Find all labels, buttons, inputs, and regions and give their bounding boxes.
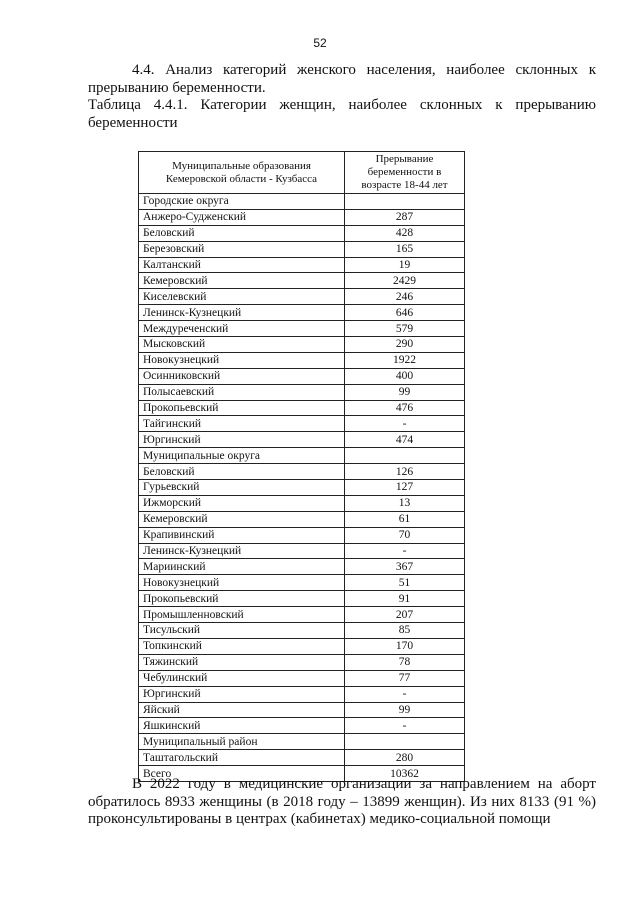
municipality-name: Ижморский (139, 495, 345, 511)
municipality-name: Городские округа (139, 194, 345, 210)
data-table (138, 151, 465, 782)
municipality-name: Промышленновский (139, 607, 345, 623)
municipality-name: Мариинский (139, 559, 345, 575)
table-row (139, 591, 465, 607)
abortion-count: - (345, 416, 465, 432)
municipality-name: Мысковский (139, 337, 345, 353)
abortion-count: 579 (345, 321, 465, 337)
municipality-name: Тисульский (139, 623, 345, 639)
abortion-count: 2429 (345, 273, 465, 289)
abortion-count: 165 (345, 241, 465, 257)
municipality-name: Калтанский (139, 257, 345, 273)
table-row (139, 734, 465, 750)
municipality-name: Кемеровский (139, 511, 345, 527)
municipality-name: Новокузнецкий (139, 575, 345, 591)
abortion-count: - (345, 686, 465, 702)
abortion-count: 428 (345, 225, 465, 241)
municipality-name: Топкинский (139, 638, 345, 654)
table-row (139, 400, 465, 416)
municipality-name: Гурьевский (139, 480, 345, 496)
municipality-name: Кемеровский (139, 273, 345, 289)
section-heading: 4.4. Анализ категорий женского населения, наиболее склонных к прерыванию беременности. (88, 62, 596, 96)
table-row (139, 241, 465, 257)
abortion-count: 91 (345, 591, 465, 607)
municipality-name: Киселевский (139, 289, 345, 305)
table-row (139, 623, 465, 639)
abortion-count: 77 (345, 670, 465, 686)
abortion-count: - (345, 718, 465, 734)
table-row (139, 464, 465, 480)
table-row (139, 289, 465, 305)
table-row (139, 750, 465, 766)
abortion-count: 78 (345, 654, 465, 670)
abortion-count: 127 (345, 480, 465, 496)
municipality-name: Осинниковский (139, 368, 345, 384)
municipality-name: Чебулинский (139, 670, 345, 686)
heading-block (88, 62, 596, 132)
abortion-count: 126 (345, 464, 465, 480)
table-row (139, 686, 465, 702)
table-row (139, 257, 465, 273)
column-header-abortions: Прерывание беременности в возрасте 18-44 лет (345, 152, 465, 194)
table-row (139, 321, 465, 337)
abortion-count: 19 (345, 257, 465, 273)
municipality-name: Всего (139, 766, 345, 782)
table-row (139, 495, 465, 511)
abortion-count: 99 (345, 702, 465, 718)
abortion-count: 246 (345, 289, 465, 305)
abortion-count: 61 (345, 511, 465, 527)
abortion-count (345, 194, 465, 210)
municipality-name: Новокузнецкий (139, 352, 345, 368)
abortion-count: - (345, 543, 465, 559)
municipality-name: Междуреченский (139, 321, 345, 337)
abortion-count: 1922 (345, 352, 465, 368)
abortion-count: 207 (345, 607, 465, 623)
municipality-name: Ленинск-Кузнецкий (139, 543, 345, 559)
table-row (139, 225, 465, 241)
table-row (139, 384, 465, 400)
abortion-count: 287 (345, 209, 465, 225)
page-number: 52 (313, 36, 327, 50)
municipality-name: Ленинск-Кузнецкий (139, 305, 345, 321)
municipality-name: Анжеро-Судженский (139, 209, 345, 225)
municipality-name: Полысаевский (139, 384, 345, 400)
table-row (139, 543, 465, 559)
abortion-count: 646 (345, 305, 465, 321)
table-row (139, 575, 465, 591)
abortion-count: 290 (345, 337, 465, 353)
table-row (139, 432, 465, 448)
abortion-count: 51 (345, 575, 465, 591)
abortion-count: 70 (345, 527, 465, 543)
table-body (139, 194, 465, 782)
table-row (139, 448, 465, 464)
abortion-count: 10362 (345, 766, 465, 782)
abortion-count: 85 (345, 623, 465, 639)
table-row (139, 559, 465, 575)
table-caption: Таблица 4.4.1. Категории женщин, наиболее склонных к прерыванию беременности (88, 97, 596, 131)
abortion-count (345, 448, 465, 464)
table-row (139, 352, 465, 368)
column-header-municipality: Муниципальные образования Кемеровской области - Кузбасса (139, 152, 345, 194)
municipality-name: Прокопьевский (139, 400, 345, 416)
bottom-paragraph: В 2022 году в медицинские организации за направлением на аборт обратилось 8933 женщины (в 2018 году – 13899 женщин). Из них 8133 (91 %) проконсультированы в центрах (кабинетах) медико-социальной помощи (88, 776, 596, 827)
municipality-name: Тяжинский (139, 654, 345, 670)
municipality-name: Яйский (139, 702, 345, 718)
table-row (139, 607, 465, 623)
municipality-name: Беловский (139, 225, 345, 241)
abortion-count (345, 734, 465, 750)
table-row (139, 702, 465, 718)
table-row (139, 718, 465, 734)
table-row (139, 209, 465, 225)
municipality-name: Яшкинский (139, 718, 345, 734)
abortion-count: 280 (345, 750, 465, 766)
table-row (139, 527, 465, 543)
table-row (139, 638, 465, 654)
table-row (139, 305, 465, 321)
table-row (139, 337, 465, 353)
municipality-name: Муниципальные округа (139, 448, 345, 464)
bottom-text-block (88, 776, 596, 829)
municipality-name: Муниципальный район (139, 734, 345, 750)
table-row (139, 368, 465, 384)
table-row (139, 416, 465, 432)
abortion-count: 400 (345, 368, 465, 384)
table-row (139, 194, 465, 210)
abortion-count: 367 (345, 559, 465, 575)
municipality-name: Беловский (139, 464, 345, 480)
table-row (139, 654, 465, 670)
table-row (139, 511, 465, 527)
table-row (139, 670, 465, 686)
abortion-count: 474 (345, 432, 465, 448)
municipality-name: Березовский (139, 241, 345, 257)
table-row (139, 273, 465, 289)
abortion-count: 476 (345, 400, 465, 416)
municipality-name: Таштагольский (139, 750, 345, 766)
table-row (139, 480, 465, 496)
abortion-count: 99 (345, 384, 465, 400)
abortion-count: 13 (345, 495, 465, 511)
table-header-row (139, 152, 465, 194)
municipality-name: Тайгинский (139, 416, 345, 432)
municipality-name: Юргинский (139, 432, 345, 448)
municipality-name: Прокопьевский (139, 591, 345, 607)
abortion-count: 170 (345, 638, 465, 654)
municipality-name: Юргинский (139, 686, 345, 702)
municipality-name: Крапивинский (139, 527, 345, 543)
